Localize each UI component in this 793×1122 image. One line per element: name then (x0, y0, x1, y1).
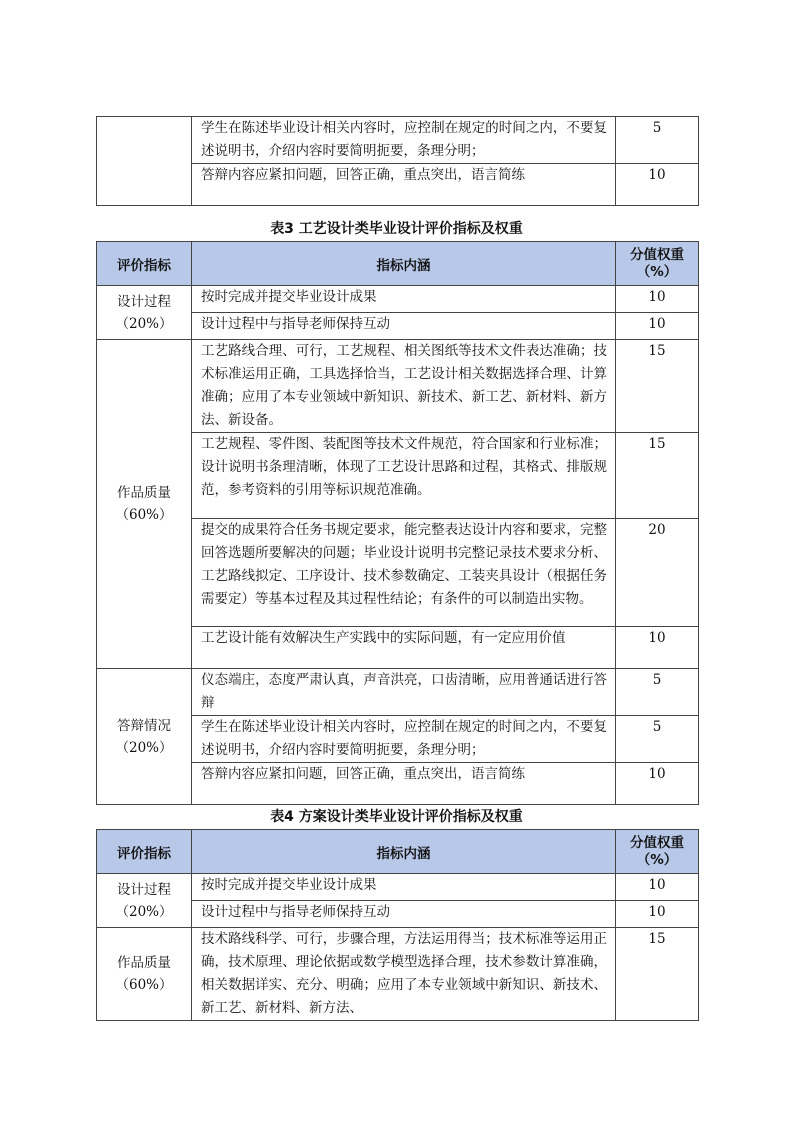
table-row (97, 669, 699, 716)
table4-caption: 表4 方案设计类毕业设计评价指标及权重 (270, 809, 523, 825)
category-cell: 设计过程 （20%） (97, 286, 192, 340)
criterion-text: 按时完成并提交毕业设计成果 (192, 874, 616, 901)
criterion-text: 学生在陈述毕业设计相关内容时，应控制在规定的时间之内，不要复述说明书，介绍内容时要简明扼要，条理分明； (192, 716, 616, 763)
criterion-text: 答辩内容应紧扣问题，回答正确，重点突出，语言简练 (192, 164, 616, 206)
header-weight: 分值权重 （%） (616, 830, 699, 874)
criterion-text: 技术路线科学、可行，步骤合理，方法运用得当；技术标准等运用正确，技术原理、理论依据或数学模型选择合理，技术参数计算准确，相关数据详实、充分、明确；应用了本专业领域中新知识、新技术、新工艺、新材料、新方法、 (192, 928, 616, 1021)
score-value: 10 (616, 874, 699, 901)
category-cell: 作品质量 （60%） (97, 928, 192, 1021)
score-value: 10 (616, 627, 699, 669)
blank-category-cell (97, 117, 192, 206)
category-cell: 答辩情况 （20%） (97, 669, 192, 805)
score-value: 10 (616, 286, 699, 313)
table3-caption: 表3 工艺设计类毕业设计评价指标及权重 (270, 221, 523, 237)
score-value: 10 (616, 901, 699, 928)
table4 (96, 829, 699, 1021)
criterion-text: 学生在陈述毕业设计相关内容时，应控制在规定的时间之内，不要复述说明书，介绍内容时要简明扼要，条理分明； (192, 117, 616, 164)
score-value: 10 (616, 763, 699, 805)
table3 (96, 241, 699, 805)
criterion-text: 工艺路线合理、可行，工艺规程、相关图纸等技术文件表达准确；技术标准运用正确，工具选择恰当，工艺设计相关数据选择合理、计算准确；应用了本专业领域中新知识、新技术、新工艺、新材料、新方法、新设备。 (192, 340, 616, 433)
header-weight: 分值权重 （%） (616, 242, 699, 286)
category-cell: 作品质量 （60%） (97, 340, 192, 669)
criterion-text: 工艺规程、零件图、装配图等技术文件规范，符合国家和行业标准；设计说明书条理清晰，体现了工艺设计思路和过程，其格式、排版规范，参考资料的引用等标识规范准确。 (192, 433, 616, 519)
criterion-text: 按时完成并提交毕业设计成果 (192, 286, 616, 313)
criterion-text: 答辩内容应紧扣问题，回答正确，重点突出，语言简练 (192, 763, 616, 805)
header-content: 指标内涵 (192, 830, 616, 874)
header-indicator: 评价指标 (97, 242, 192, 286)
table-continuation (96, 116, 699, 206)
criterion-text: 仪态端庄，态度严肃认真，声音洪亮，口齿清晰，应用普通话进行答辩 (192, 669, 616, 716)
category-cell: 设计过程 （20%） (97, 874, 192, 928)
header-indicator: 评价指标 (97, 830, 192, 874)
score-value: 10 (616, 313, 699, 340)
table-row (97, 286, 699, 313)
score-value: 5 (616, 669, 699, 716)
table-header-row (97, 830, 699, 874)
score-value: 20 (616, 519, 699, 627)
table-header-row (97, 242, 699, 286)
score-value: 15 (616, 928, 699, 1021)
score-value: 15 (616, 340, 699, 433)
table-row (97, 117, 699, 164)
score-value: 10 (616, 164, 699, 206)
score-value: 5 (616, 117, 699, 164)
criterion-text: 提交的成果符合任务书规定要求，能完整表达设计内容和要求，完整回答选题所要解决的问题；毕业设计说明书完整记录技术要求分析、工艺路线拟定、工序设计、技术参数确定、工装夹具设计（根据任务需要定）等基本过程及其过程性结论；有条件的可以制造出实物。 (192, 519, 616, 627)
score-value: 15 (616, 433, 699, 519)
criterion-text: 设计过程中与指导老师保持互动 (192, 313, 616, 340)
table-row (97, 340, 699, 433)
score-value: 5 (616, 716, 699, 763)
header-content: 指标内涵 (192, 242, 616, 286)
criterion-text: 工艺设计能有效解决生产实践中的实际问题，有一定应用价值 (192, 627, 616, 669)
criterion-text: 设计过程中与指导老师保持互动 (192, 901, 616, 928)
table-row (97, 874, 699, 901)
table-row (97, 928, 699, 1021)
